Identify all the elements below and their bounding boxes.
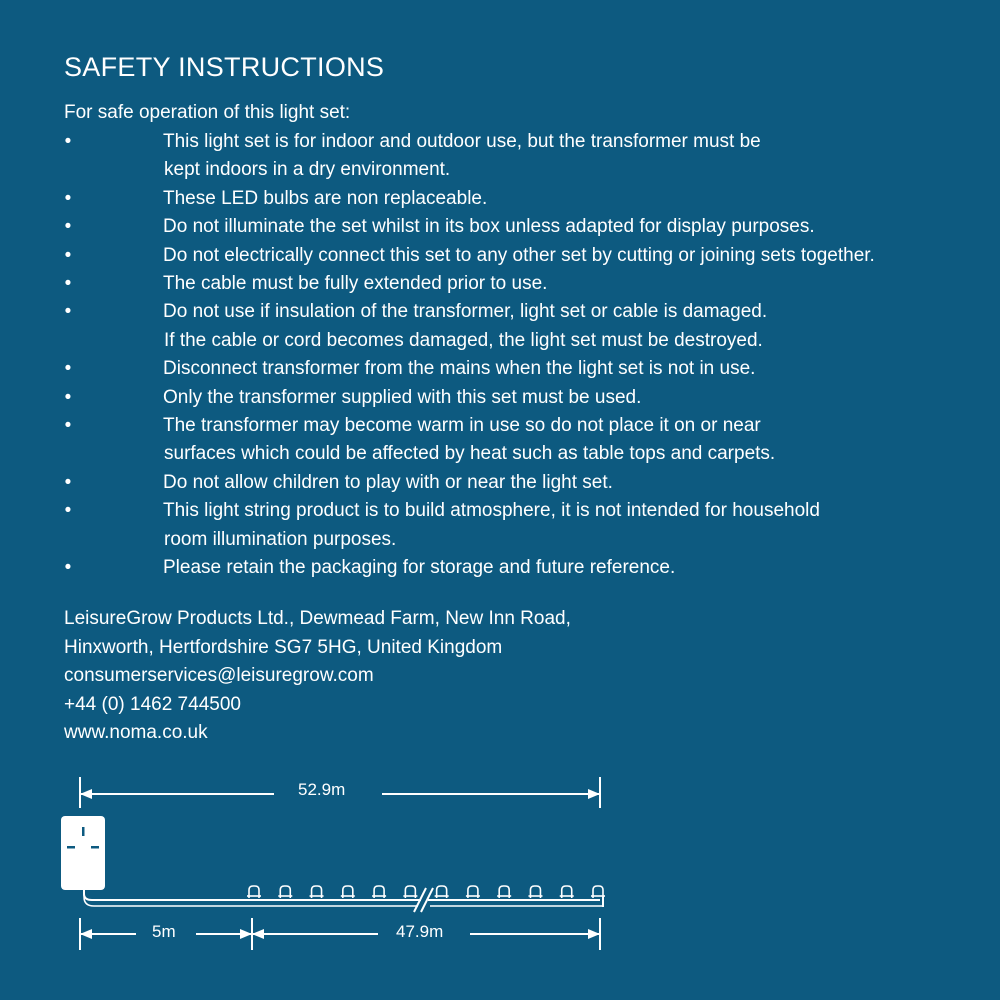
company-address-line-2: Hinxworth, Hertfordshire SG7 5HG, United Kingdom (64, 636, 503, 658)
contact-phone: +44 (0) 1462 744500 (64, 693, 241, 715)
led-bulb-icon (560, 886, 574, 898)
instruction-line: If the cable or cord becomes damaged, the light set must be destroyed. (164, 329, 763, 351)
led-bulb-icon (497, 886, 511, 898)
instruction-line: Do not electrically connect this set to any other set by cutting or joining sets together. (163, 244, 875, 266)
total-length-label: 52.9m (298, 780, 346, 799)
instruction-line: Do not illuminate the set whilst in its box unless adapted for display purposes. (163, 216, 815, 238)
lead-length-label: 5m (152, 922, 176, 941)
bullet-icon: • (64, 301, 72, 323)
led-bulb-icon (341, 886, 355, 898)
bullet-icon: • (64, 557, 72, 579)
led-bulb-icon (435, 886, 449, 898)
bullet-icon: • (64, 386, 72, 408)
page-title: SAFETY INSTRUCTIONS (64, 52, 385, 82)
company-address-line-1: LeisureGrow Products Ltd., Dewmead Farm, New Inn Road, (64, 608, 571, 629)
lit-length-label: 47.9m (396, 922, 444, 941)
instruction-line: surfaces which could be affected by heat such as table tops and carpets. (164, 443, 776, 465)
led-bulb-icon (528, 886, 542, 898)
instruction-line: This light string product is to build atmosphere, it is not intended for household (163, 500, 820, 522)
instruction-line: The cable must be fully extended prior to use. (163, 273, 548, 295)
bullet-icon: • (64, 244, 72, 266)
instruction-line: Do not use if insulation of the transformer, light set or cable is damaged. (163, 301, 768, 323)
instruction-line: These LED bulbs are non replaceable. (163, 187, 488, 209)
instruction-line: The transformer may become warm in use so do not place it on or near (163, 415, 761, 437)
bullet-icon: • (64, 216, 72, 238)
transformer-plug-icon (61, 816, 105, 890)
bullet-icon: • (64, 500, 72, 522)
instruction-line: room illumination purposes. (164, 528, 397, 550)
led-bulb-icon (247, 886, 261, 898)
instruction-line: Please retain the packaging for storage and future reference. (163, 557, 676, 579)
led-bulb-icon (310, 886, 324, 898)
contact-website: www.noma.co.uk (64, 722, 208, 744)
bullet-icon: • (64, 471, 72, 493)
instruction-line: kept indoors in a dry environment. (164, 159, 451, 181)
instruction-line: Disconnect transformer from the mains when the light set is not in use. (163, 358, 756, 380)
instruction-line: This light set is for indoor and outdoor use, but the transformer must be (163, 131, 761, 152)
led-bulb-icon (278, 886, 292, 898)
bullet-icon: • (64, 187, 72, 209)
led-bulbs (247, 886, 605, 898)
led-bulb-icon (466, 886, 480, 898)
instruction-line: Only the transformer supplied with this set must be used. (163, 386, 642, 408)
contact-email: consumerservices@leisuregrow.com (64, 665, 374, 687)
led-bulb-icon (591, 886, 605, 898)
bullet-icon: • (64, 131, 72, 152)
led-bulb-icon (403, 886, 417, 898)
led-bulb-icon (372, 886, 386, 898)
bullet-icon: • (64, 415, 72, 437)
bullet-icon: • (64, 273, 72, 295)
bullet-icon: • (64, 358, 72, 380)
intro-text: For safe operation of this light set: (64, 102, 351, 123)
instruction-line: Do not allow children to play with or near the light set. (163, 471, 613, 493)
